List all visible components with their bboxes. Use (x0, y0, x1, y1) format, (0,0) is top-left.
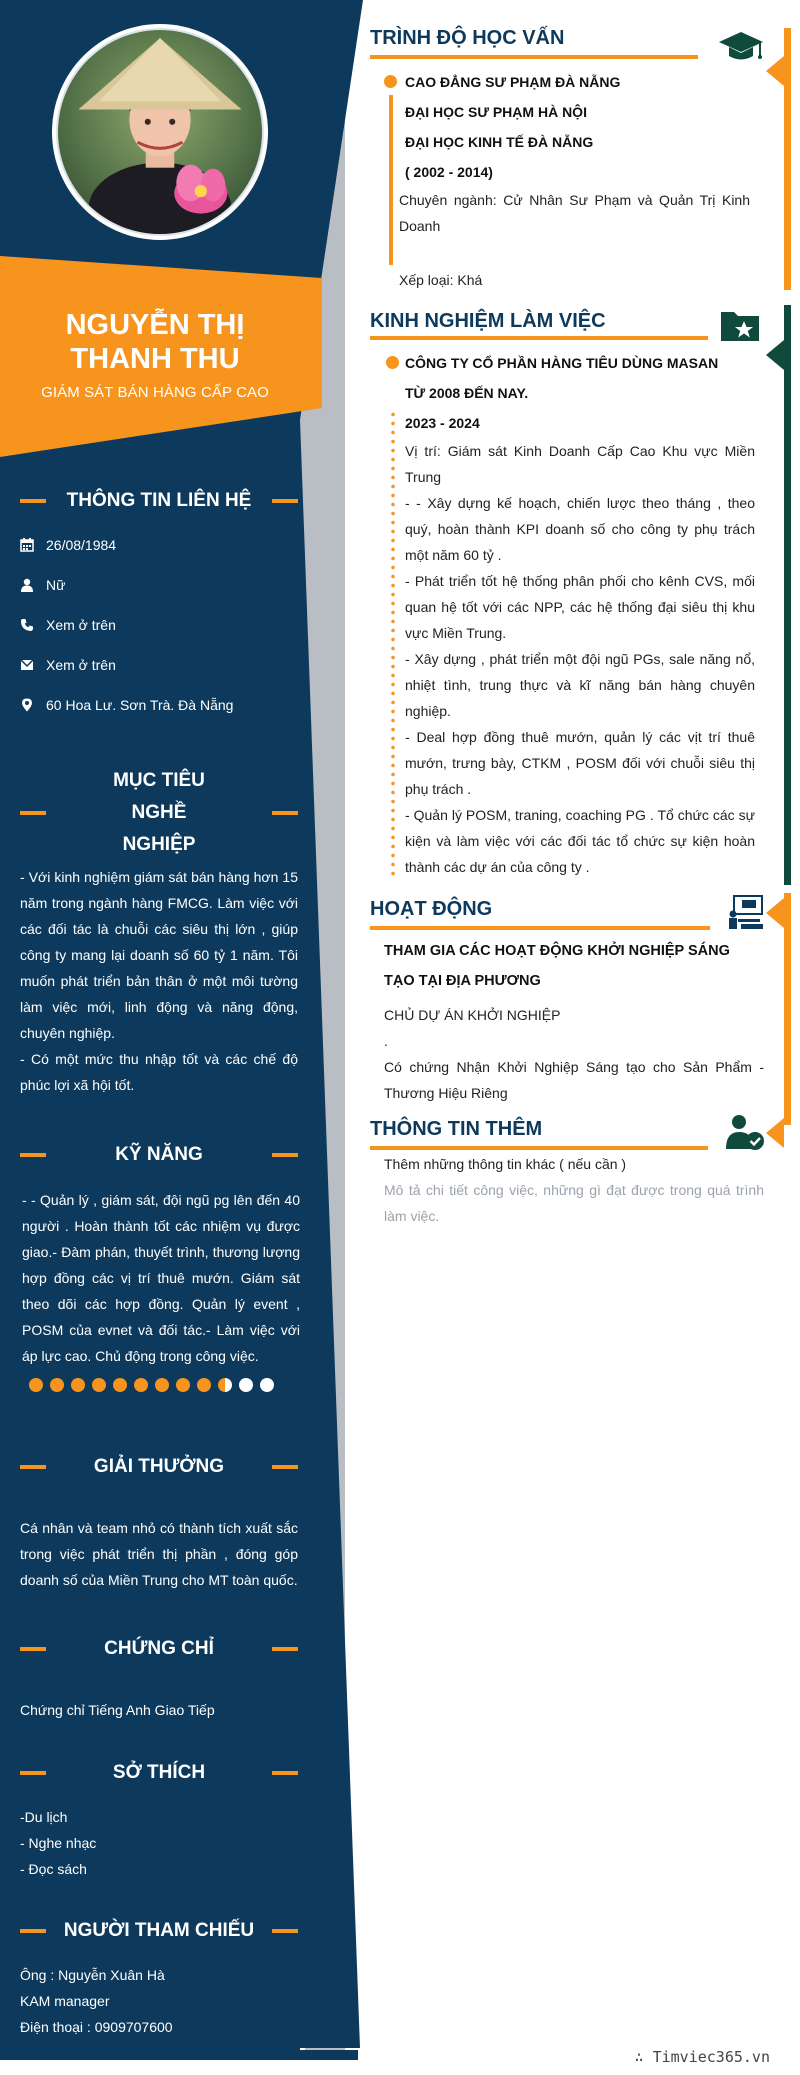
graduation-cap-icon (718, 28, 764, 71)
timeline-bullet (386, 356, 399, 369)
contact-heading-text: THÔNG TIN LIÊN HỆ (66, 490, 252, 511)
references-heading (20, 1915, 298, 1947)
heading-dash (272, 1647, 298, 1651)
experience-description: Vị trí: Giám sát Kinh Doanh Cấp Cao Khu vực Miền Trung - - Xây dựng kế hoạch, chiến lược theo tháng , theo quý, hoàn thành KPI doanh số cho công ty phụ trách một năm 60 tỷ . - Phát triển tốt hệ thống phân phối cho kênh CVS, mối quan hệ tốt với các NPP, các hệ thống đại siêu thị khu vực Miền Trung. - Xây dựng , phát triển một đội ngũ PGs, sale năng nổ, nhiệt tình, trung thực và kĩ năng bán hàng chuyên nghiệp. - Deal hợp đồng thuê mướn, quản lý các vịt trí thuê mướn, trưng bày, CTKM , POSM đối với chuỗi siêu thị phụ trách . - Quản lý POSM, traning, coaching PG . Tổ chức các sự kiện và làm việc với các đối tác tổ chức sự kiện hoàn thành các dự án của công ty . (405, 443, 755, 875)
hobbies-heading (20, 1757, 298, 1789)
skill-dot (71, 1378, 85, 1392)
skill-dot (113, 1378, 127, 1392)
education-grade: Xếp loại: Khá (399, 272, 483, 288)
contact-list (20, 525, 300, 725)
education-content (399, 67, 750, 293)
section-arrow (766, 1118, 784, 1153)
heading-dash (272, 1929, 298, 1933)
activity-title: THAM GIA CÁC HOẠT ĐỘNG KHỞI NGHIỆP SÁNG TẠO TẠI ĐỊA PHƯƠNG (384, 943, 730, 989)
additional-content (384, 1151, 764, 1229)
skill-dot (92, 1378, 106, 1392)
portrait-image (58, 30, 262, 234)
experience-content (405, 348, 755, 880)
section-arrow (766, 898, 784, 933)
education-major: Chuyên ngành: Cử Nhân Sư Phạm và Quản Trị Kinh Doanh (399, 192, 750, 234)
heading-dash (20, 1771, 46, 1775)
skill-dot (50, 1378, 64, 1392)
objective-heading (20, 765, 298, 861)
school-name: ĐẠI HỌC KINH TẾ ĐÀ NẴNG (405, 134, 594, 150)
education-heading (370, 25, 564, 51)
email-icon (20, 658, 46, 672)
contact-item-gender (20, 565, 300, 605)
hobbies-text: -Du lịch - Nghe nhạc - Đọc sách (20, 1809, 97, 1877)
heading-underline (370, 926, 710, 930)
skills-heading-text: KỸ NĂNG (115, 1144, 203, 1165)
education-heading-text: TRÌNH ĐỘ HỌC VẤN (370, 27, 565, 49)
skills-text: - - Quản lý , giám sát, đội ngũ pg lên đến 40 người . Hoàn thành tốt các nhiệm vụ được giao.- Đàm phán, thuyết trình, thương lượng hợp đồng các vị trí thuê mướn. Giám sát theo dõi các hợp đồng. Quản lý event , POSM của evnet và đối tác.- Làm việc với áp lực cao. Chủ động trong công việc. (22, 1192, 300, 1364)
skill-dot (239, 1378, 253, 1392)
references-text: Ông : Nguyễn Xuân Hà KAM manager Điện thoại : 0909707600 (20, 1967, 173, 2035)
heading-dash (272, 811, 298, 815)
profile-photo-frame (52, 24, 268, 240)
contact-birthday-text: 26/08/1984 (46, 537, 117, 553)
activity-description: . Có chứng Nhận Khởi Nghiệp Sáng tạo cho Sản Phẩm - Thương Hiệu Riêng (384, 1033, 764, 1101)
objective-text: - Với kinh nghiệm giám sát bán hàng hơn 15 năm trong ngành hàng FMCG. Làm việc với các đối tác là chuỗi các siêu thị lớn , giúp công ty mang lại doanh số 60 tỷ 1 năm. Tôi muốn phát triển bản thân ở một môi tường làm việc mới, linh động và năng động, chuyên nghiệp. - Có một mức thu nhập tốt và các chế độ phúc lợi xã hội tốt. (20, 869, 298, 1093)
heading-dash (20, 1465, 46, 1469)
location-pin-icon (20, 698, 46, 712)
activities-heading (370, 896, 492, 922)
awards-heading-text: GIẢI THƯỞNG (93, 1456, 225, 1477)
heading-dash (272, 1465, 298, 1469)
additional-placeholder[interactable]: Mô tả chi tiết công việc, những gì đạt được trong quá trình làm việc. (384, 1182, 764, 1224)
contact-email-text: Xem ở trên (46, 657, 116, 673)
heading-dash (20, 1647, 46, 1651)
folder-star-icon (720, 308, 760, 347)
name-banner (0, 308, 310, 401)
heading-dash (20, 811, 46, 815)
timeline-bullet (384, 75, 397, 88)
heading-dash (272, 1771, 298, 1775)
experience-period: 2023 - 2024 (405, 415, 480, 431)
experience-since: TỪ 2008 ĐẾN NAY. (405, 385, 529, 401)
heading-dash (272, 499, 298, 503)
heading-underline (370, 336, 708, 340)
skill-dot (197, 1378, 211, 1392)
timeline-line (389, 95, 393, 265)
section-arrow (766, 340, 784, 375)
heading-dash (20, 1929, 46, 1933)
job-title: GIÁM SÁT BÁN HÀNG CẤP CAO (41, 384, 269, 401)
heading-dash (20, 1153, 46, 1157)
contact-item-email[interactable] (20, 645, 300, 685)
presentation-icon (728, 894, 764, 935)
awards-text: Cá nhân và team nhỏ có thành tích xuất sắc trong việc phát triển thị phần , đóng góp doanh số của Miền Trung cho MT toàn quốc. (20, 1520, 298, 1588)
skill-dot (260, 1378, 274, 1392)
user-icon (20, 578, 46, 592)
heading-underline (370, 55, 698, 59)
calendar-icon (20, 538, 46, 552)
skill-dot (176, 1378, 190, 1392)
contact-heading (20, 485, 298, 517)
skill-dot (155, 1378, 169, 1392)
user-check-icon (725, 1113, 765, 1156)
certificates-heading (20, 1633, 298, 1665)
activities-heading-text: HOẠT ĐỘNG (370, 898, 493, 920)
skill-dot (218, 1378, 232, 1392)
additional-heading (370, 1116, 542, 1142)
avatar (56, 28, 264, 236)
contact-gender-text: Nữ (46, 577, 66, 593)
full-name: NGUYỄN THỊ THANH THU (65, 309, 245, 375)
school-name: ĐẠI HỌC SƯ PHẠM HÀ NỘI (405, 104, 587, 120)
additional-heading-text: THÔNG TIN THÊM (370, 1118, 543, 1140)
activity-role: CHỦ DỰ ÁN KHỞI NGHIỆP (384, 1007, 561, 1023)
experience-heading-text: KINH NGHIỆM LÀM VIỆC (370, 310, 606, 332)
section-side-bar (784, 893, 791, 1125)
phone-icon (20, 618, 46, 632)
contact-item-phone[interactable] (20, 605, 300, 645)
certificates-text: Chứng chỉ Tiếng Anh Giao Tiếp (20, 1702, 215, 1718)
heading-underline (370, 1146, 708, 1150)
section-arrow (766, 56, 784, 91)
heading-dash (272, 1153, 298, 1157)
objective-heading-text: MỤC TIÊU NGHỀ NGHIỆP (113, 770, 205, 855)
contact-phone-text: Xem ở trên (46, 617, 116, 633)
skill-rating (29, 1378, 274, 1392)
additional-title: Thêm những thông tin khác ( nếu cần ) (384, 1156, 627, 1172)
heading-dash (20, 499, 46, 503)
education-period: ( 2002 - 2014) (405, 164, 493, 180)
company-name: CÔNG TY CỔ PHẦN HÀNG TIÊU DÙNG MASAN (405, 355, 719, 371)
skill-dot (29, 1378, 43, 1392)
section-side-bar (784, 28, 791, 290)
activities-content (384, 936, 764, 1106)
school-name: CAO ĐẲNG SƯ PHẠM ĐÀ NẴNG (405, 74, 621, 90)
experience-heading (370, 308, 606, 334)
contact-item-address (20, 685, 300, 725)
hobbies-heading-text: SỞ THÍCH (112, 1762, 206, 1783)
awards-heading (20, 1451, 298, 1483)
skill-dot (134, 1378, 148, 1392)
contact-item-birthday (20, 525, 300, 565)
skills-heading (20, 1139, 298, 1171)
references-heading-text: NGƯỜI THAM CHIẾU (63, 1920, 255, 1941)
section-side-bar (784, 305, 791, 885)
contact-address-text: 60 Hoa Lư. Sơn Trà. Đà Nẵng (46, 697, 234, 713)
timeline-dotted-line (391, 410, 395, 880)
certificates-heading-text: CHỨNG CHỈ (104, 1638, 214, 1659)
site-watermark[interactable]: ∴ Timviec365.vn (634, 2048, 770, 2066)
